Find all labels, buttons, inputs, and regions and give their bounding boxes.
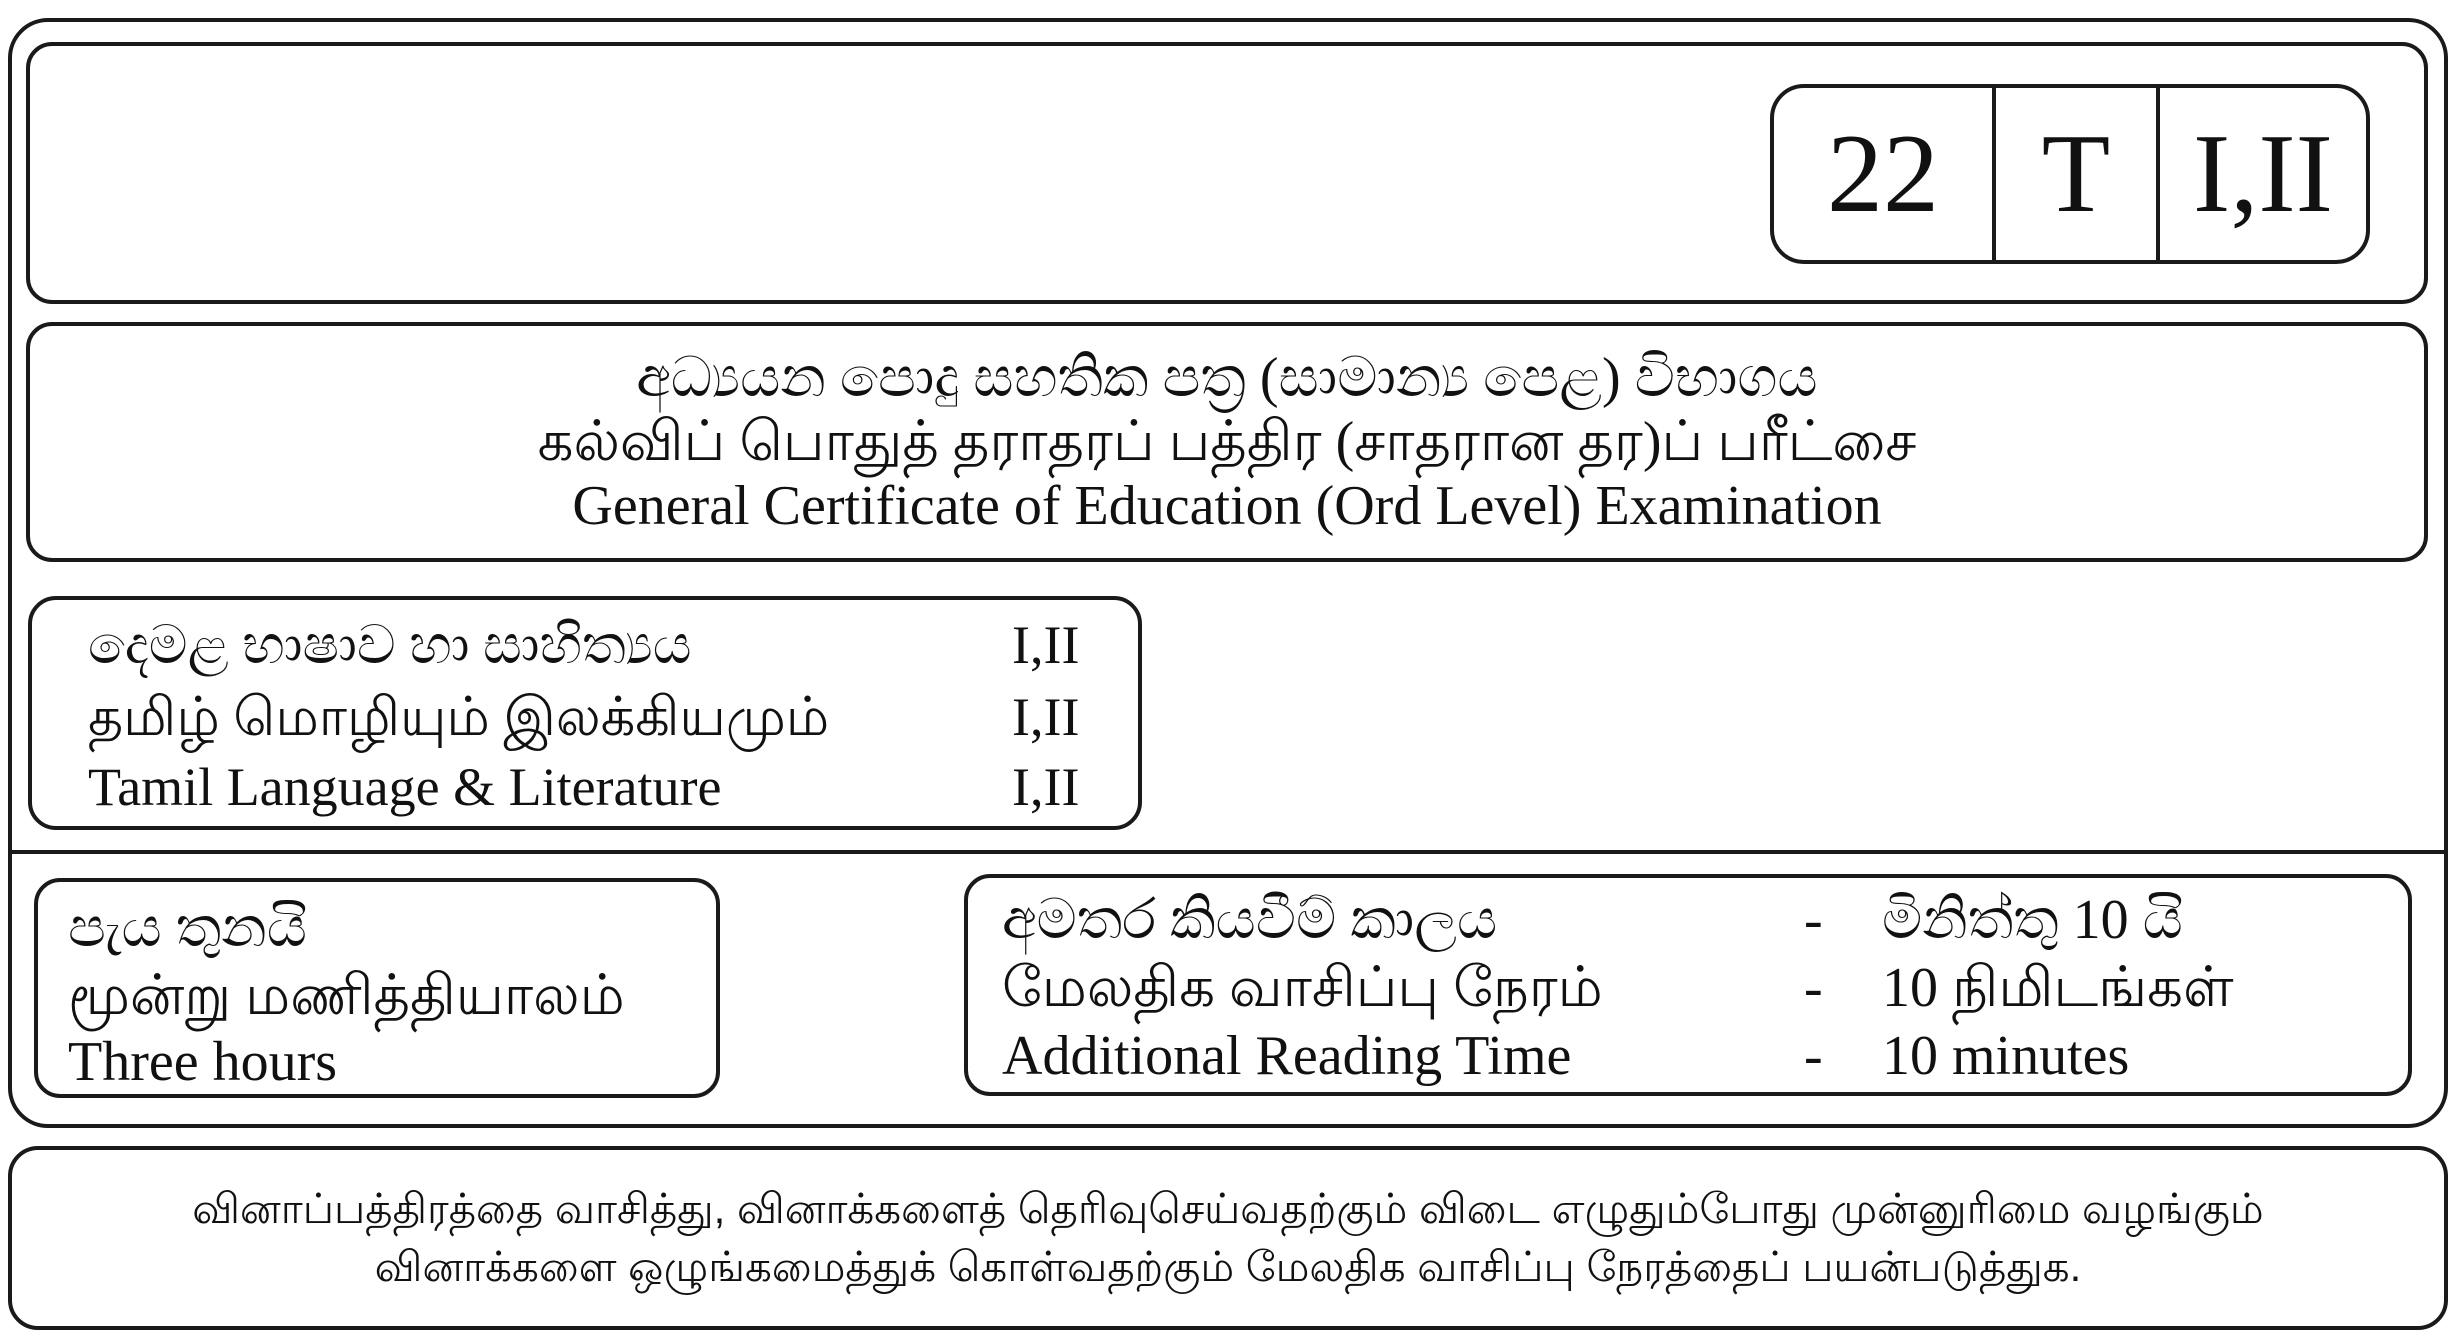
- section-divider: [8, 850, 2448, 854]
- subject-row-sinhala: [88, 610, 1088, 680]
- subject-row-english: [88, 752, 1088, 822]
- duration-english: Three hours: [68, 1031, 338, 1093]
- duration-sinhala: පැය තුනයි: [68, 897, 308, 959]
- reading-value: මිනිත්තු 10 යි: [1882, 889, 2183, 951]
- subject-paper: I,II: [1012, 687, 1080, 747]
- reading-value: 10 minutes: [1882, 1025, 2130, 1087]
- subject-name: දෙමළ භාෂාව හා සාහිත්‍යය: [88, 615, 692, 675]
- subject-paper: I,II: [1012, 615, 1080, 675]
- duration-panel: [34, 878, 720, 1098]
- reading-dash: -: [1804, 957, 1823, 1019]
- reading-value: 10 நிமிடங்கள்: [1882, 957, 2234, 1019]
- reading-label: மேலதிக வாசிப்பு நேரம்: [1002, 957, 1603, 1019]
- subject-number: 22: [1827, 112, 1939, 236]
- paper-numbers: I,II: [2156, 88, 2366, 260]
- subject-panel: [28, 596, 1142, 830]
- reading-row-tamil: [1002, 954, 2382, 1022]
- exam-title-tamil: கல்விப் பொதுத் தராதரப் பத்திர (சாதரான தர)ப் பரீட்சை: [537, 411, 1917, 473]
- reading-label: අමතර කියවීම් කාලය: [1002, 889, 1498, 951]
- subject-row-tamil: [88, 682, 1088, 752]
- duration-tamil: மூன்று மணித்தியாலம்: [68, 965, 625, 1027]
- reading-label: Additional Reading Time: [1002, 1025, 1572, 1087]
- exam-title-english: General Certificate of Education (Ord Level) Examination: [572, 475, 1882, 537]
- instruction-line-1: வினாப்பத்திரத்தை வாசித்து, வினாக்களைத் தெரிவுசெய்வதற்கும் விடை எழுதும்போது முன்னுரிமை வழங்கும்: [192, 1185, 2264, 1232]
- subject-name: தமிழ் மொழியும் இலக்கியமும்: [88, 687, 830, 747]
- subject-paper: I,II: [1012, 757, 1080, 817]
- reading-row-sinhala: [1002, 886, 2382, 954]
- reading-dash: -: [1804, 1025, 1823, 1087]
- exam-title-panel: [26, 322, 2428, 562]
- medium-code: T: [1992, 88, 2156, 260]
- reading-row-english: [1002, 1022, 2382, 1090]
- instruction-line-2: வினாக்களை ஒழுங்கமைத்துக் கொள்வதற்கும் மேலதிக வாசிப்பு நேரத்தைப் பயன்படுத்துக.: [374, 1243, 2082, 1290]
- subject-name: Tamil Language & Literature: [88, 757, 722, 817]
- reading-dash: -: [1804, 889, 1823, 951]
- exam-title-sinhala: අධ්‍යයන පොදු සහතික පත්‍ර (සාමාන්‍ය පෙළ) විභාගය: [636, 347, 1818, 409]
- reading-time-panel: [964, 874, 2412, 1096]
- paper-code-box: [1770, 84, 2370, 264]
- instruction-panel: [8, 1146, 2448, 1330]
